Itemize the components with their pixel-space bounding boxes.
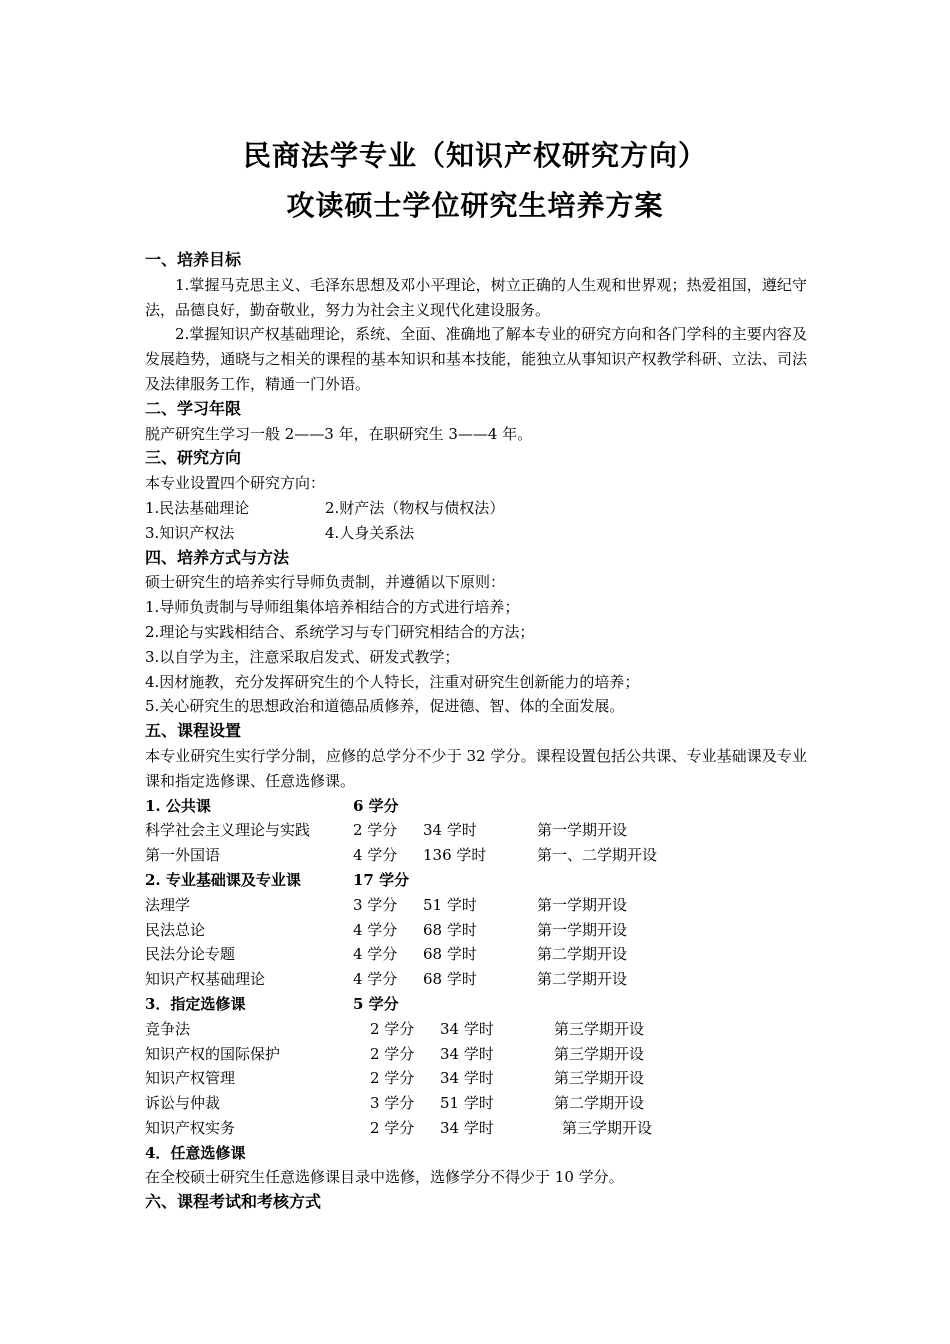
course-row	[145, 1066, 807, 1091]
course-credits: 2 学分	[370, 1069, 415, 1088]
section-heading-exams: 六、课程考试和考核方式	[145, 1192, 322, 1212]
method-item: 2.理论与实践相结合、系统学习与专门研究相结合的方法；	[145, 622, 535, 641]
course-name: 科学社会主义理论与实践	[145, 821, 311, 840]
course-group-header	[145, 992, 807, 1017]
course-hours: 68 学时	[423, 970, 477, 989]
course-row	[145, 818, 807, 843]
elective-text: 在全校硕士研究生任意选修课目录中选修，选修学分不得少于 10 学分。	[145, 1168, 624, 1187]
course-credits: 2 学分	[353, 821, 398, 840]
section-heading-goals: 一、培养目标	[145, 250, 242, 269]
course-name: 民法总论	[145, 920, 206, 939]
course-row	[145, 918, 807, 943]
directions-intro: 本专业设置四个研究方向：	[145, 474, 326, 493]
method-item: 4.因材施教，充分发挥研究生的个人特长，注重对研究生创新能力的培养；	[145, 672, 640, 691]
course-hours: 51 学时	[423, 895, 477, 914]
course-hours: 51 学时	[440, 1094, 494, 1113]
course-row	[145, 893, 807, 918]
directions-row-1	[145, 496, 807, 521]
course-semester: 第三学期开设	[554, 1069, 645, 1088]
method-item: 5.关心研究生的思想政治和道德品质修养，促进德、智、体的全面发展。	[145, 697, 625, 716]
course-group-credits: 5 学分	[353, 994, 399, 1013]
courses-intro: 本专业研究生实行学分制，应修的总学分不少于 32 学分。课程设置包括公共课、专业基础课及专业课和指定选修课、任意选修课。	[145, 746, 807, 790]
course-credits: 4 学分	[353, 970, 398, 989]
course-hours: 136 学时	[423, 846, 487, 865]
directions-row-2	[145, 521, 807, 546]
direction-item: 1.民法基础理论	[145, 498, 250, 517]
course-hours: 34 学时	[440, 1118, 494, 1137]
method-item: 1.导师负责制与导师组集体培养相结合的方式进行培养；	[145, 598, 520, 617]
course-group-name: 2. 专业基础课及专业课	[145, 870, 301, 889]
course-group-credits: 17 学分	[353, 870, 410, 889]
course-name: 知识产权基础理论	[145, 970, 266, 989]
course-semester: 第三学期开设	[554, 1019, 645, 1038]
goal-paragraph-2: 2.掌握知识产权基础理论，系统、全面、准确地了解本专业的研究方向和各门学科的主要内容及发展趋势，通晓与之相关的课程的基本知识和基本技能，能独立从事知识产权教学科研、立法、司法及法律服务工作，精通一门外语。	[145, 325, 807, 393]
course-semester: 第三学期开设	[562, 1118, 653, 1137]
course-hours: 34 学时	[423, 821, 477, 840]
document-body	[145, 248, 807, 1215]
goal-paragraph-1: 1.掌握马克思主义、毛泽东思想及邓小平理论，树立正确的人生观和世界观；热爱祖国，遵纪守法，品德良好，勤奋敬业，努力为社会主义现代化建设服务。	[145, 275, 807, 319]
course-credits: 2 学分	[370, 1118, 415, 1137]
course-semester: 第一、二学期开设	[537, 846, 658, 865]
course-hours: 34 学时	[440, 1044, 494, 1063]
method-item: 3.以自学为主，注意采取启发式、研发式教学；	[145, 647, 460, 666]
course-name: 竞争法	[145, 1019, 191, 1038]
direction-item: 2.财产法（物权与债权法）	[325, 498, 505, 517]
course-row	[145, 1116, 807, 1141]
course-name: 民法分论专题	[145, 945, 236, 964]
course-row	[145, 1091, 807, 1116]
duration-text: 脱产研究生学习一般 2——3 年，在职研究生 3——4 年。	[145, 424, 533, 443]
course-group-header	[145, 868, 807, 893]
course-name: 诉讼与仲裁	[145, 1094, 221, 1113]
course-semester: 第二学期开设	[537, 945, 628, 964]
section-heading-duration: 二、学习年限	[145, 398, 242, 418]
course-hours: 34 学时	[440, 1019, 494, 1038]
course-hours: 34 学时	[440, 1069, 494, 1088]
course-row	[145, 942, 807, 967]
course-group-name: 3．指定选修课	[145, 994, 246, 1013]
course-credits: 4 学分	[353, 846, 398, 865]
course-semester: 第一学期开设	[537, 895, 628, 914]
course-semester: 第三学期开设	[554, 1044, 645, 1063]
course-semester: 第二学期开设	[554, 1094, 645, 1113]
document-title-line1: 民商法学专业（知识产权研究方向）	[242, 139, 707, 172]
course-name: 第一外国语	[145, 846, 221, 865]
course-hours: 68 学时	[423, 920, 477, 939]
methods-intro: 硕士研究生的培养实行导师负责制，并遵循以下原则：	[145, 573, 506, 592]
section-heading-methods: 四、培养方式与方法	[145, 547, 290, 567]
course-semester: 第一学期开设	[537, 821, 628, 840]
direction-item: 4.人身关系法	[325, 523, 415, 542]
course-group-credits: 6 学分	[353, 796, 399, 815]
section-heading-directions: 三、研究方向	[145, 448, 242, 468]
course-group-name: 4．任意选修课	[145, 1143, 246, 1162]
course-hours: 68 学时	[423, 945, 477, 964]
course-row	[145, 843, 807, 868]
course-name: 法理学	[145, 895, 191, 914]
course-row	[145, 967, 807, 992]
section-heading-courses: 五、课程设置	[145, 721, 242, 741]
course-group-header	[145, 794, 807, 819]
course-credits: 3 学分	[353, 895, 398, 914]
course-credits: 4 学分	[353, 920, 398, 939]
course-credits: 2 学分	[370, 1044, 415, 1063]
course-semester: 第一学期开设	[537, 920, 628, 939]
course-row	[145, 1042, 807, 1067]
direction-item: 3.知识产权法	[145, 523, 235, 542]
course-row	[145, 1017, 807, 1042]
course-name: 知识产权管理	[145, 1069, 236, 1088]
course-semester: 第二学期开设	[537, 970, 628, 989]
course-name: 知识产权的国际保护	[145, 1044, 281, 1063]
course-name: 知识产权实务	[145, 1118, 236, 1137]
course-credits: 4 学分	[353, 945, 398, 964]
course-credits: 2 学分	[370, 1019, 415, 1038]
course-group-name: 1. 公共课	[145, 796, 211, 815]
course-credits: 3 学分	[370, 1094, 415, 1113]
document-title-line2: 攻读硕士学位研究生培养方案	[286, 189, 664, 222]
